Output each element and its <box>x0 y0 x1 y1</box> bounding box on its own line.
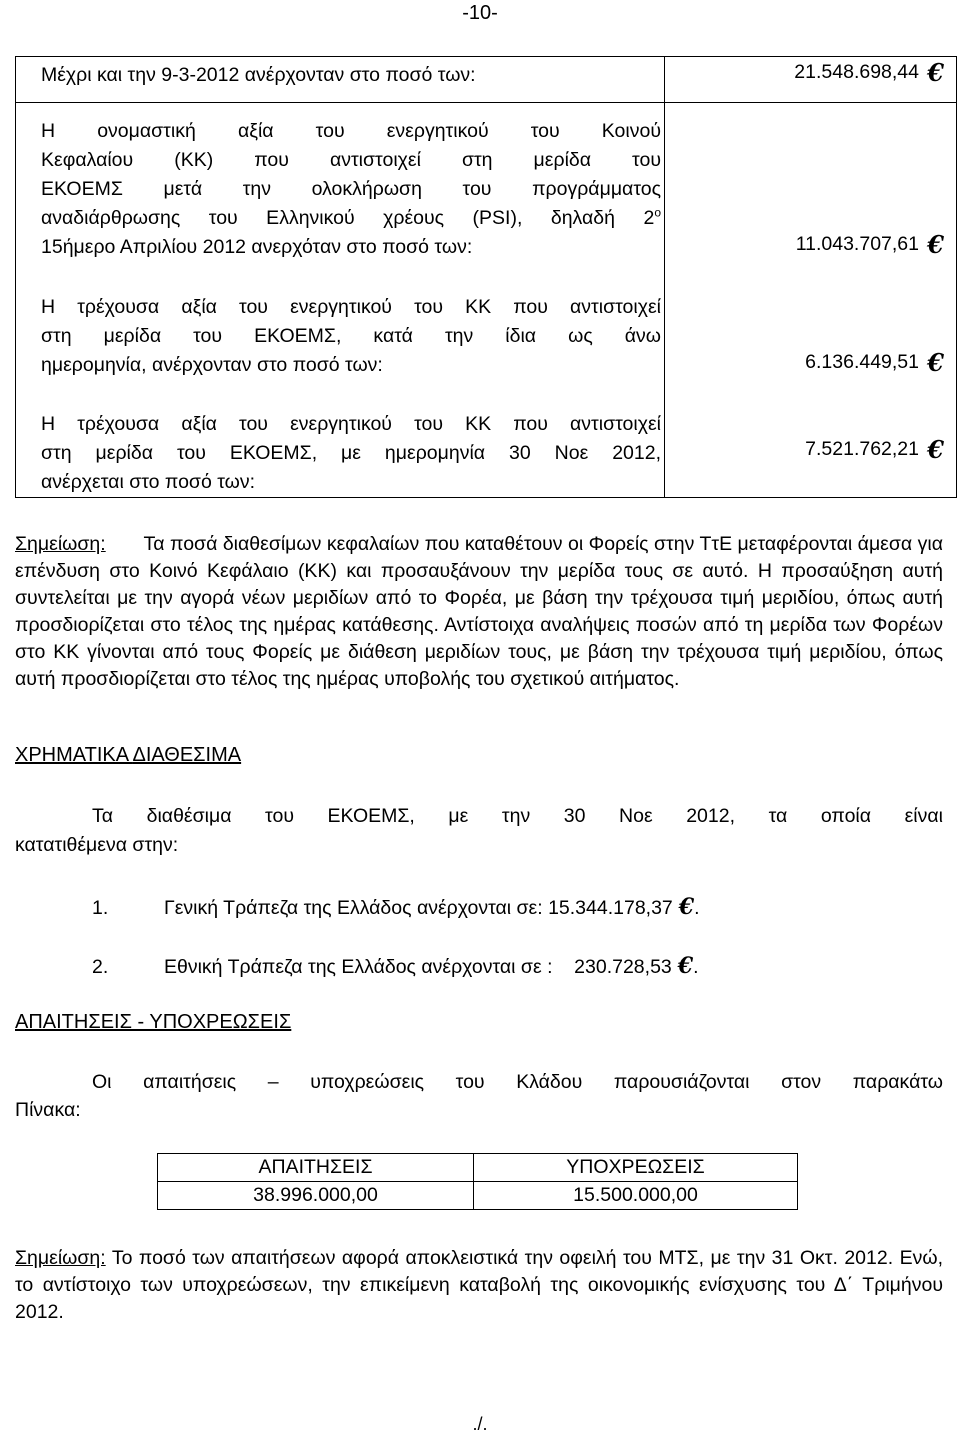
cash-heading-part1: ΧΡΗΜΑΤΙΚΑ <box>15 744 133 766</box>
cash-intro-line-1: Τα διαθέσιμα του ΕΚΟΕΜΣ, με την 30 Νοε 2012, τα οποία είναι <box>92 805 943 827</box>
row-2-text <box>41 117 661 262</box>
row-1-amount: 21.548.698,44 <box>794 61 919 83</box>
row-4-amount: 7.521.762,21 <box>805 438 919 460</box>
list-suffix: . <box>693 956 699 978</box>
note-1-text: Τα ποσά διαθεσίμων κεφαλαίων που καταθέτουν οι Φορείς στην ΤτΕ μεταφέρονται άμεσα για επένδυση στο Κοινό Κεφάλαιο (ΚΚ) και προσαυξάνουν την μερίδα τους σε αυτό. Η προσαύξηση αυτή συντελείται με την αγορά νέων μεριδίων από το Φορέα, με βάση την τρέχουσα τιμή μεριδίου, όπως αυτή προσδιορίζεται στο τέλος της ημέρας κατάθεσης. Αντίστοιχα αναλήψεις ποσών από τη μερίδα των Φορέων στο ΚΚ γίνονται από τους Φορείς με διάθεση μεριδίων τους, με βάση την τρέχουσα τιμή μεριδίου, όπως αυτή προσδιορίζεται στο τέλος της ημέρας υποβολής του σχετικού αιτήματος. <box>15 533 943 690</box>
row-3-line-1: Η τρέχουσα αξία του ενεργητικού του ΚΚ που αντιστοιχεί <box>41 296 661 318</box>
claims-heading: ΑΠΑΙΤΗΣΕΙΣ - ΥΠΟΧΡΕΩΣΕΙΣ <box>15 1011 292 1033</box>
row-2-line-1: Η ονομαστική αξία του ενεργητικού του Κοινού <box>41 120 661 142</box>
list-item <box>92 953 699 979</box>
euro-icon: € <box>927 58 944 87</box>
table-cell: 15.500.000,00 <box>474 1182 798 1210</box>
note-1 <box>15 531 943 693</box>
page-number: -10- <box>462 2 498 24</box>
row-4-line-2: στη μερίδα του ΕΚΟΕΜΣ, με ημερομηνία 30 Νοε 2012, <box>41 442 661 464</box>
table-header-cell: ΑΠΑΙΤΗΣΕΙΣ <box>158 1154 474 1182</box>
row-3-text <box>41 293 661 380</box>
euro-icon: € <box>678 894 695 920</box>
note-2-label: Σημείωση: <box>15 1247 106 1269</box>
claims-intro-line-2: Πίνακα: <box>15 1099 81 1121</box>
row-2-line-4: αναδιάρθρωσης του Ελληνικού χρέους (PSI), δηλαδή $2^o$ <box>41 205 661 229</box>
note-2-text: Το ποσό των απαιτήσεων αφορά αποκλειστικά την οφειλή του ΜΤΣ, με την 31 Οκτ. 2012. Ενώ, το αντίστοιχο των υποχρεώσεων, την επικείμενη καταβολή της οικονομικής ενίσχυσης του Δ΄ Τριμήνου 2012. <box>15 1247 943 1323</box>
row-3-line-2: στη μερίδα του ΕΚΟΕΜΣ, κατά την ίδια ως άνω <box>41 325 661 347</box>
row-divider <box>16 102 956 103</box>
list-item <box>92 894 700 920</box>
superscript: ο <box>654 205 661 220</box>
note-1-label: Σημείωση: <box>15 533 106 555</box>
list-number: 2. <box>92 956 109 978</box>
row-4-line-3: ανέρχεται στο ποσό των: <box>41 471 256 493</box>
table-header-cell: ΥΠΟΧΡΕΩΣΕΙΣ <box>474 1154 798 1182</box>
euro-icon: € <box>927 230 944 259</box>
continuation-mark: ./. <box>472 1414 488 1434</box>
row-1-text: Μέχρι και την 9-3-2012 ανέρχονταν στο ποσό των: <box>41 64 476 86</box>
row-2-line-3: ΕΚΟΕΜΣ μετά την ολοκλήρωση του προγράμματος <box>41 178 661 200</box>
cash-heading <box>15 744 241 767</box>
table-header-row <box>158 1154 798 1182</box>
euro-icon: € <box>927 348 944 377</box>
summary-box <box>15 56 957 498</box>
euro-icon: € <box>677 953 694 979</box>
cash-heading-part2: ΔΙΑΘΕΣΙΜΑ <box>132 744 242 766</box>
list-number: 1. <box>92 897 109 919</box>
claims-intro-line-1: Οι απαιτήσεις – υποχρεώσεις του Κλάδου παρουσιάζονται στον παρακάτω <box>92 1071 943 1093</box>
row-4-text <box>41 410 661 497</box>
claims-table <box>157 1153 798 1210</box>
row-2-line-5: 15ήμερο Απριλίου 2012 ανερχόταν στο ποσό των: <box>41 236 473 258</box>
list-text: Γενική Τράπεζα της Ελλάδος ανέρχονται σε: 15.344.178,37 <box>164 897 673 919</box>
cash-intro-line-2: κατατιθέμενα στην: <box>15 834 179 856</box>
column-divider <box>664 57 665 497</box>
row-3-line-3: ημερομηνία, ανέρχονταν στο ποσό των: <box>41 354 383 376</box>
list-suffix: . <box>694 897 700 919</box>
row-2-line-2: Κεφαλαίου (ΚΚ) που αντιστοιχεί στη μερίδα του <box>41 149 661 171</box>
list-text: Εθνική Τράπεζα της Ελλάδος ανέρχονται σε : 230.728,53 <box>164 956 672 978</box>
note-2 <box>15 1245 943 1326</box>
row-4-line-1: Η τρέχουσα αξία του ενεργητικού του ΚΚ που αντιστοιχεί <box>41 413 661 435</box>
row-3-amount: 6.136.449,51 <box>805 351 919 373</box>
table-cell: 38.996.000,00 <box>158 1182 474 1210</box>
euro-icon: € <box>927 435 944 464</box>
table-row <box>158 1182 798 1210</box>
row-2-amount: 11.043.707,61 <box>795 233 919 255</box>
